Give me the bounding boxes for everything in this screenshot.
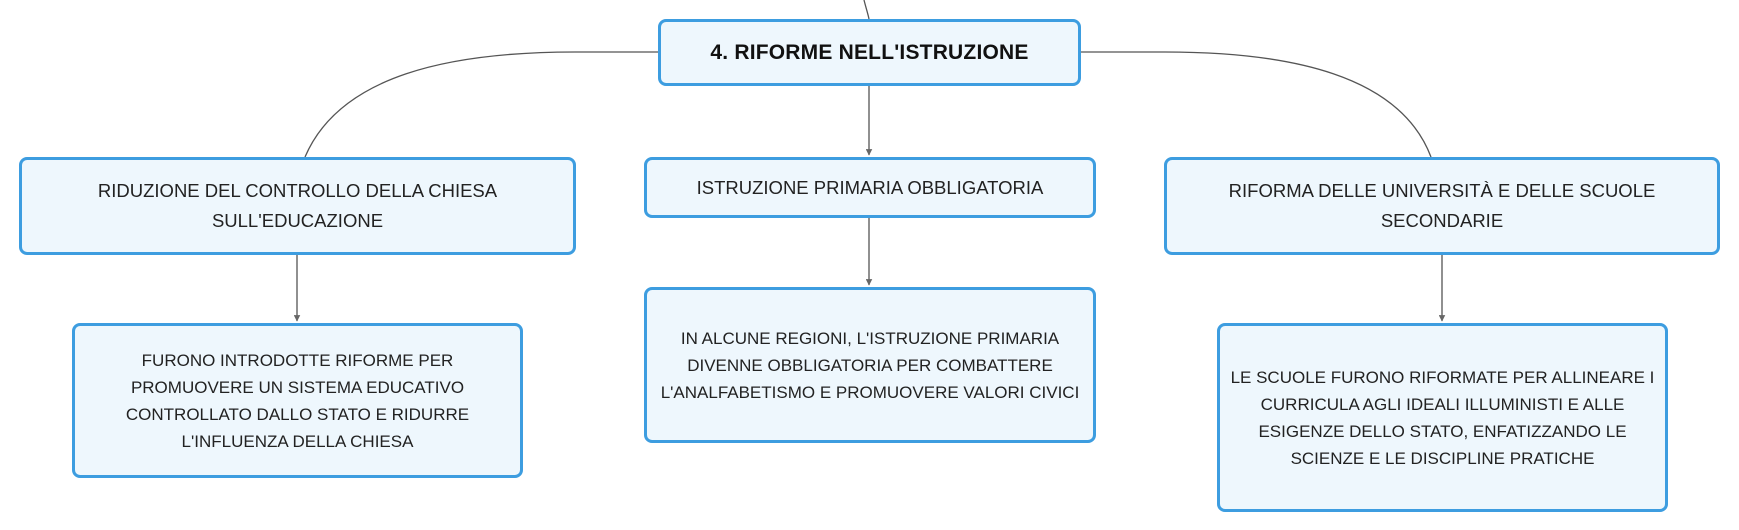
root-node[interactable] bbox=[658, 19, 1081, 86]
branch-node-church-control[interactable] bbox=[19, 157, 576, 255]
root-node-label: 4. RIFORME NELL'ISTRUZIONE bbox=[710, 40, 1029, 64]
connector-root-branch-left bbox=[305, 52, 658, 157]
detail-node-text: FURONO INTRODOTTE RIFORME PER PROMUOVERE UN SISTEMA EDUCATIVO CONTROLLATO DALLO STATO E RIDURRE L'INFLUENZA DELLA CHIESA bbox=[125, 350, 470, 451]
detail-node-primary-education[interactable] bbox=[644, 287, 1096, 443]
connector-from-parent bbox=[864, 0, 869, 19]
detail-node-text: IN ALCUNE REGIONI, L'ISTRUZIONE PRIMARIA DIVENNE OBBLIGATORIA PER COMBATTERE L'ANALFABETISMO E PROMUOVERE VALORI CIVICI bbox=[660, 328, 1080, 402]
detail-node-church-control[interactable] bbox=[72, 323, 523, 478]
detail-node-text: LE SCUOLE FURONO RIFORMATE PER ALLINEARE I CURRICULA AGLI IDEALI ILLUMINISTI E ALLE ESIGENZE DELLO STATO, ENFATIZZANDO LE SCIENZE E LE DISCIPLINE PRATICHE bbox=[1230, 367, 1655, 468]
branch-node-label: RIDUZIONE DEL CONTROLLO DELLA CHIESA SULL'EDUCAZIONE bbox=[97, 180, 498, 231]
connector-root-branch-right bbox=[1081, 52, 1431, 157]
branch-node-label: RIFORMA DELLE UNIVERSITÀ E DELLE SCUOLE SECONDARIE bbox=[1228, 180, 1656, 231]
branch-node-label: ISTRUZIONE PRIMARIA OBBLIGATORIA bbox=[696, 176, 1044, 198]
branch-node-primary-education[interactable] bbox=[644, 157, 1096, 218]
branch-node-university-reform[interactable] bbox=[1164, 157, 1720, 255]
detail-node-university-reform[interactable] bbox=[1217, 323, 1668, 512]
